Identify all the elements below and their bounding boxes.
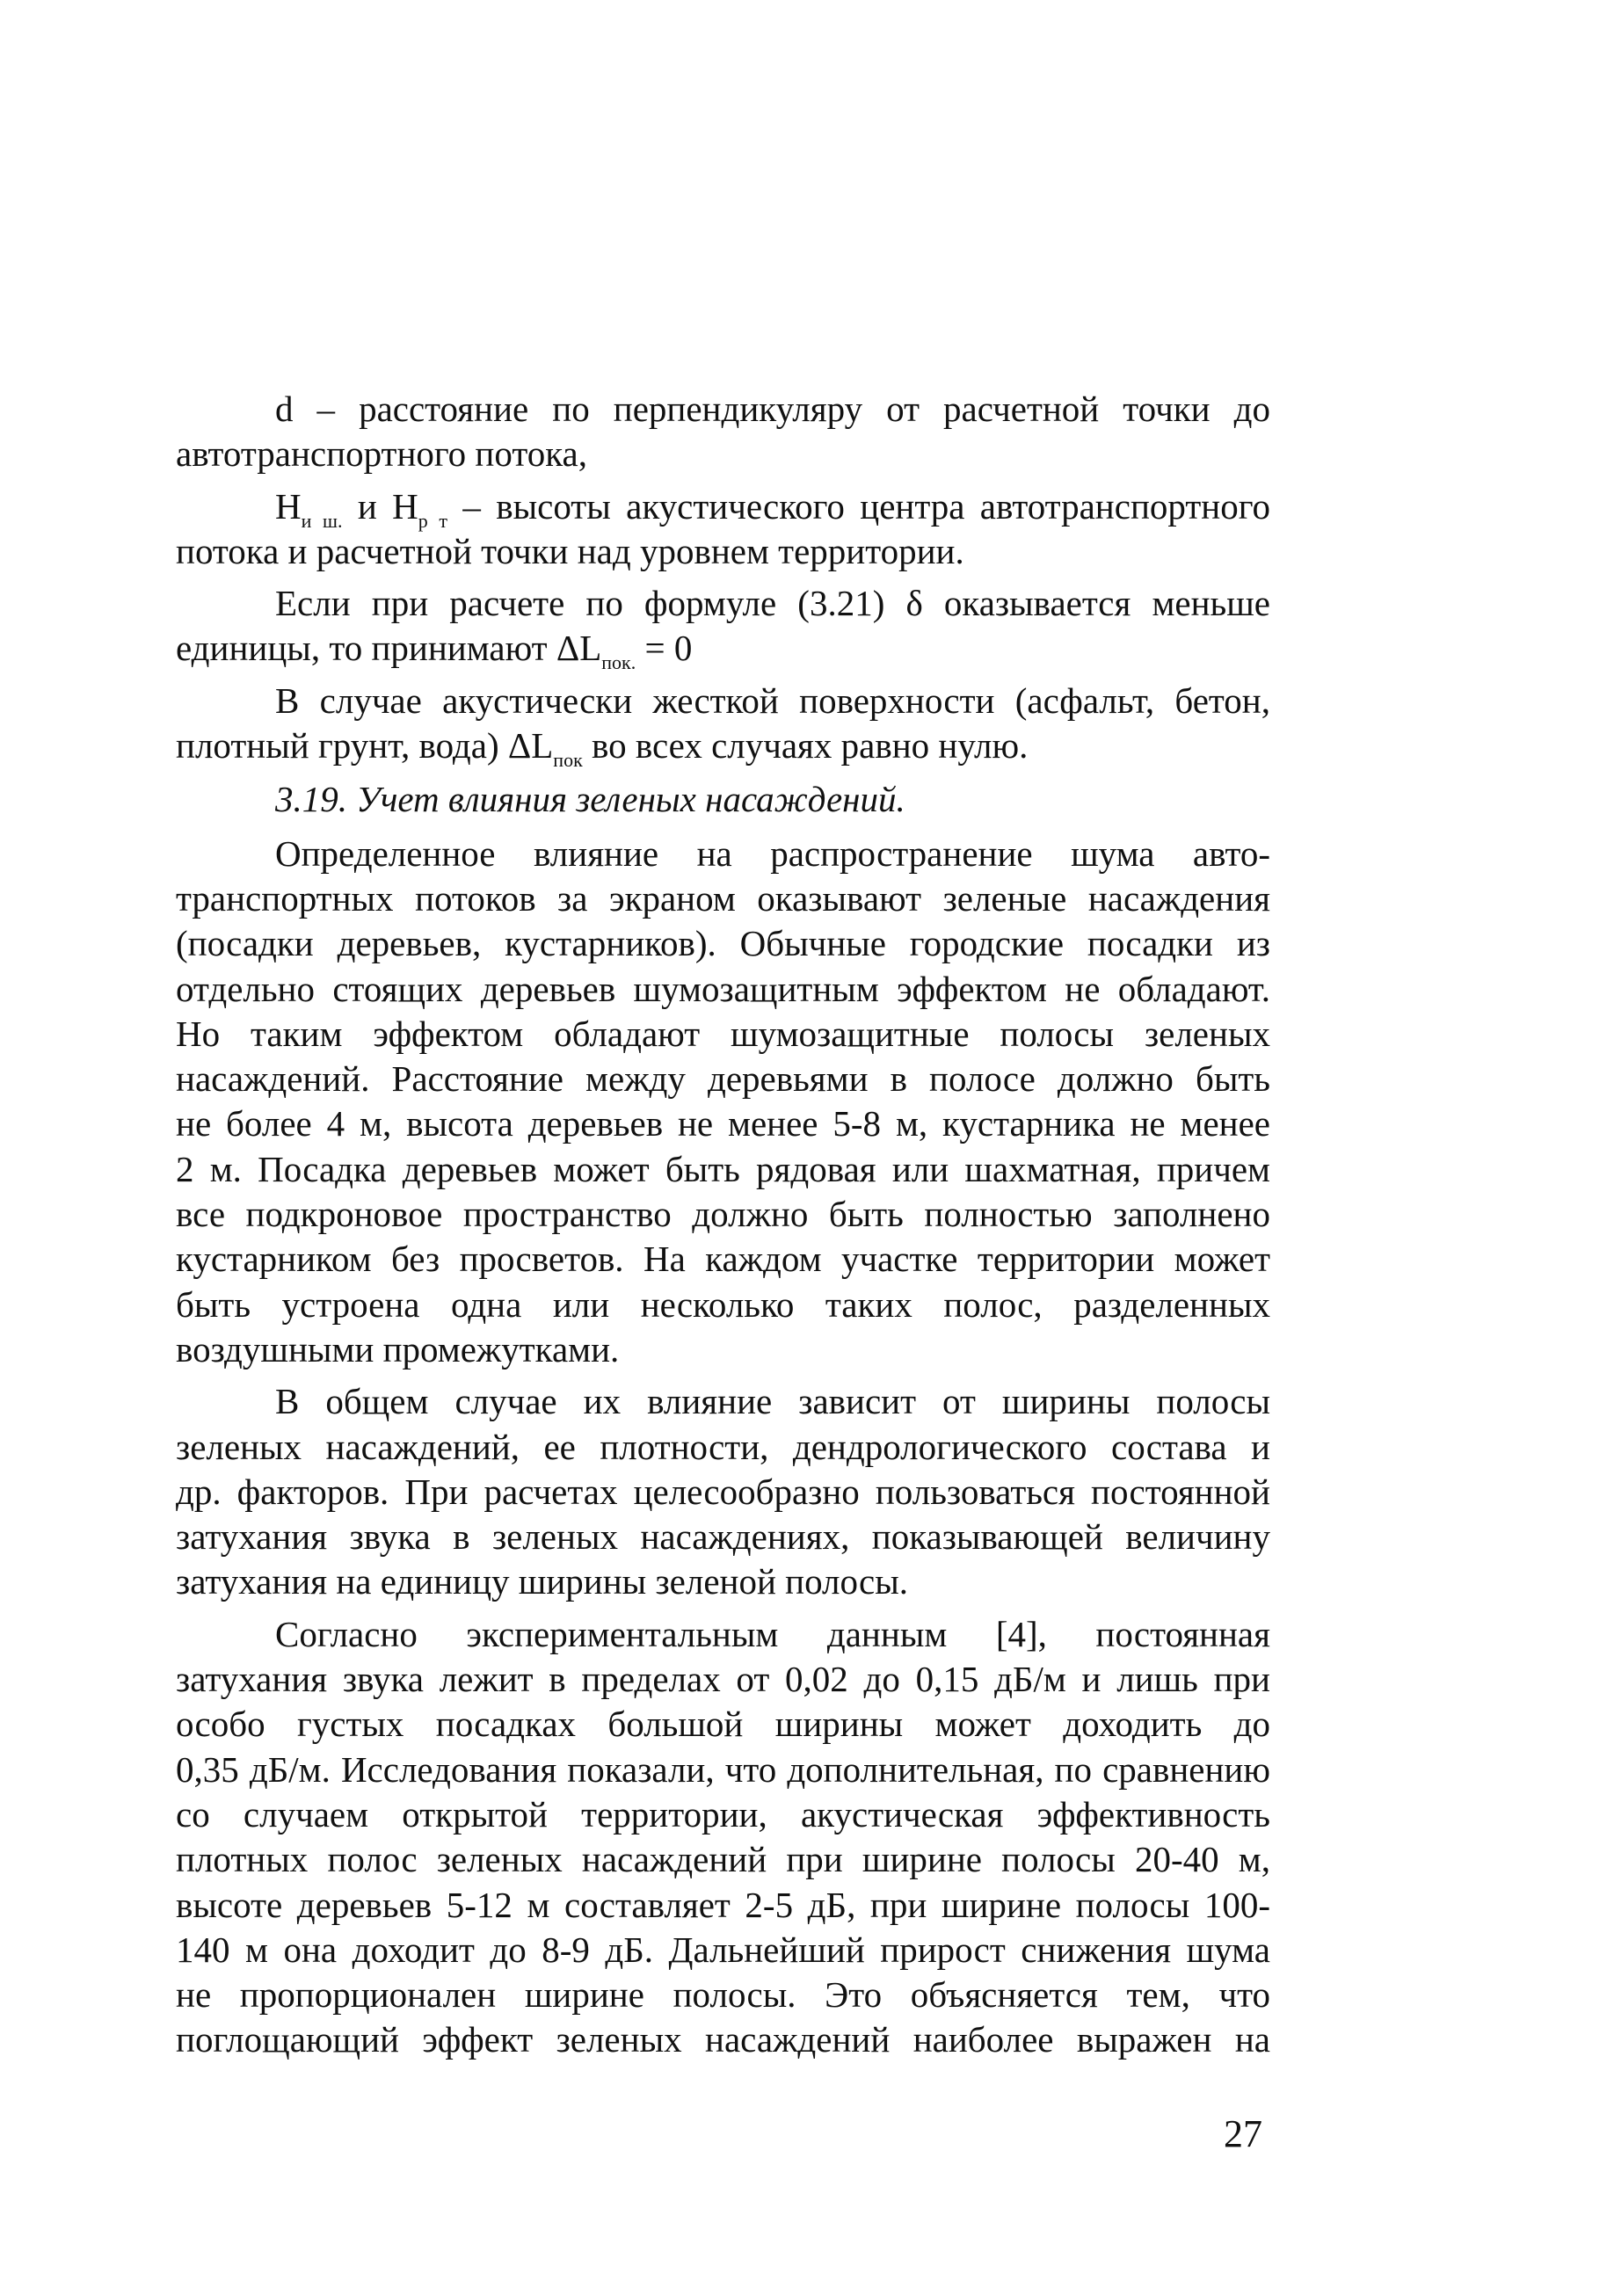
definition-heights	[176, 484, 1270, 575]
page-number: 27	[1224, 2112, 1262, 2155]
text-line: (посадки деревьев, кустарников). Обычные городские посадки из	[176, 923, 1270, 964]
subscript: р т	[418, 509, 447, 532]
definition-text: – высоты акустического центра автотранспортного	[447, 485, 1270, 527]
subscript: пок	[553, 749, 583, 772]
equals-zero: = 0	[636, 628, 693, 669]
text-line: 0,35 дБ/м. Исследования показали, что дополнительная, по сравнению	[176, 1748, 1270, 1790]
text-line: зеленых насаждений, ее плотности, дендрологического состава и	[176, 1426, 1270, 1467]
text-line: не пропорционален ширине полосы. Это объясняется тем, что	[176, 1974, 1270, 2016]
text-line: Согласно экспериментальным данным [4], постоянная	[275, 1613, 1270, 1654]
body-text	[176, 387, 1270, 2063]
text-line: В случае акустически жесткой поверхности (асфальт, бетон,	[275, 679, 1270, 721]
text-line: потока и расчетной точки над уровнем территории.	[176, 530, 964, 571]
condition-paragraph	[176, 581, 1270, 672]
text-line	[176, 626, 1270, 674]
text-line: все подкроновое пространство должно быть полностью заполнено	[176, 1194, 1270, 1235]
text-line	[176, 484, 1270, 532]
text-line: особо густых посадках большой ширины может доходить до	[176, 1704, 1270, 1745]
text-line: В общем случае их влияние зависит от ширины полосы	[275, 1381, 1270, 1422]
subscript: и ш.	[301, 509, 343, 532]
paragraph-general-case	[176, 1379, 1270, 1604]
definition-d	[176, 387, 1270, 477]
text-line: 140 м она доходит до 8-9 дБ. Дальнейший прирост снижения шума	[176, 1929, 1270, 1970]
text-line: Определенное влияние на распространение шума авто-	[275, 832, 1270, 874]
text-line: отдельно стоящих деревьев шумозащитным эффектом не обладают.	[176, 968, 1270, 1009]
section-heading: 3.19. Учет влияния зеленых насаждений.	[275, 779, 905, 820]
formula-h	[275, 485, 447, 532]
text-line: затухания звука лежит в пределах от 0,02 до 0,15 дБ/м и лишь при	[176, 1659, 1270, 1700]
symbol-h: H	[275, 485, 302, 527]
text-line	[176, 723, 1270, 772]
text-span: единицы, то принимают	[176, 628, 556, 669]
text-line: со случаем открытой территории, акустическая эффективность	[176, 1793, 1270, 1835]
text-line: кустарником без просветов. На каждом участке территории может	[176, 1239, 1270, 1280]
hard-surface-paragraph	[176, 679, 1270, 772]
formula-delta	[556, 628, 693, 674]
text-line: насаждений. Расстояние между деревьями в полосе должно быть	[176, 1058, 1270, 1100]
text-line: не более 4 м, высота деревьев не менее 5-8 м, кустарника не менее	[176, 1103, 1270, 1144]
symbol-delta-l: ΔL	[507, 725, 554, 767]
subscript: пок.	[601, 651, 636, 674]
text-line: автотранспортного потока,	[176, 433, 587, 475]
text-line: затухания звука в зеленых насаждениях, показывающей величину	[176, 1516, 1270, 1558]
symbol-h: H	[392, 485, 418, 527]
text-line: d – расстояние по перпендикуляру от расчетной точки до	[275, 389, 1270, 429]
text-span: во всех случаях равно нулю.	[582, 725, 1029, 767]
text-line: воздушными промежутками.	[176, 1328, 620, 1370]
text-line: др. факторов. При расчетах целесообразно пользоваться постоянной	[176, 1471, 1270, 1512]
conjunction: и	[342, 485, 393, 527]
text-line: транспортных потоков за экраном оказывают зеленые насаждения	[176, 877, 1270, 919]
text-line: быть устроена одна или несколько таких полос, разделенных	[176, 1283, 1270, 1325]
formula-delta	[507, 725, 583, 772]
text-line: высоте деревьев 5-12 м составляет 2-5 дБ, при ширине полосы 100-	[176, 1884, 1270, 1925]
text-span: плотный грунт, вода)	[176, 725, 508, 767]
text-line: поглощающий эффект зеленых насаждений наиболее выражен на	[176, 2019, 1270, 2060]
text-line: Но таким эффектом обладают шумозащитные полосы зеленых	[176, 1013, 1270, 1054]
text-line: Если при расчете по формуле (3.21) δ оказывается меньше	[275, 583, 1270, 624]
text-line: 2 м. Посадка деревьев может быть рядовая или шахматная, причем	[176, 1148, 1270, 1189]
paragraph-green-plantings	[176, 832, 1270, 1373]
symbol-delta-l: ΔL	[556, 628, 602, 669]
text-line: затухания на единицу ширины зеленой полосы.	[176, 1561, 909, 1602]
paragraph-experimental-data	[176, 1612, 1270, 2063]
text-line: плотных полос зеленых насаждений при ширине полосы 20-40 м,	[176, 1839, 1270, 1880]
